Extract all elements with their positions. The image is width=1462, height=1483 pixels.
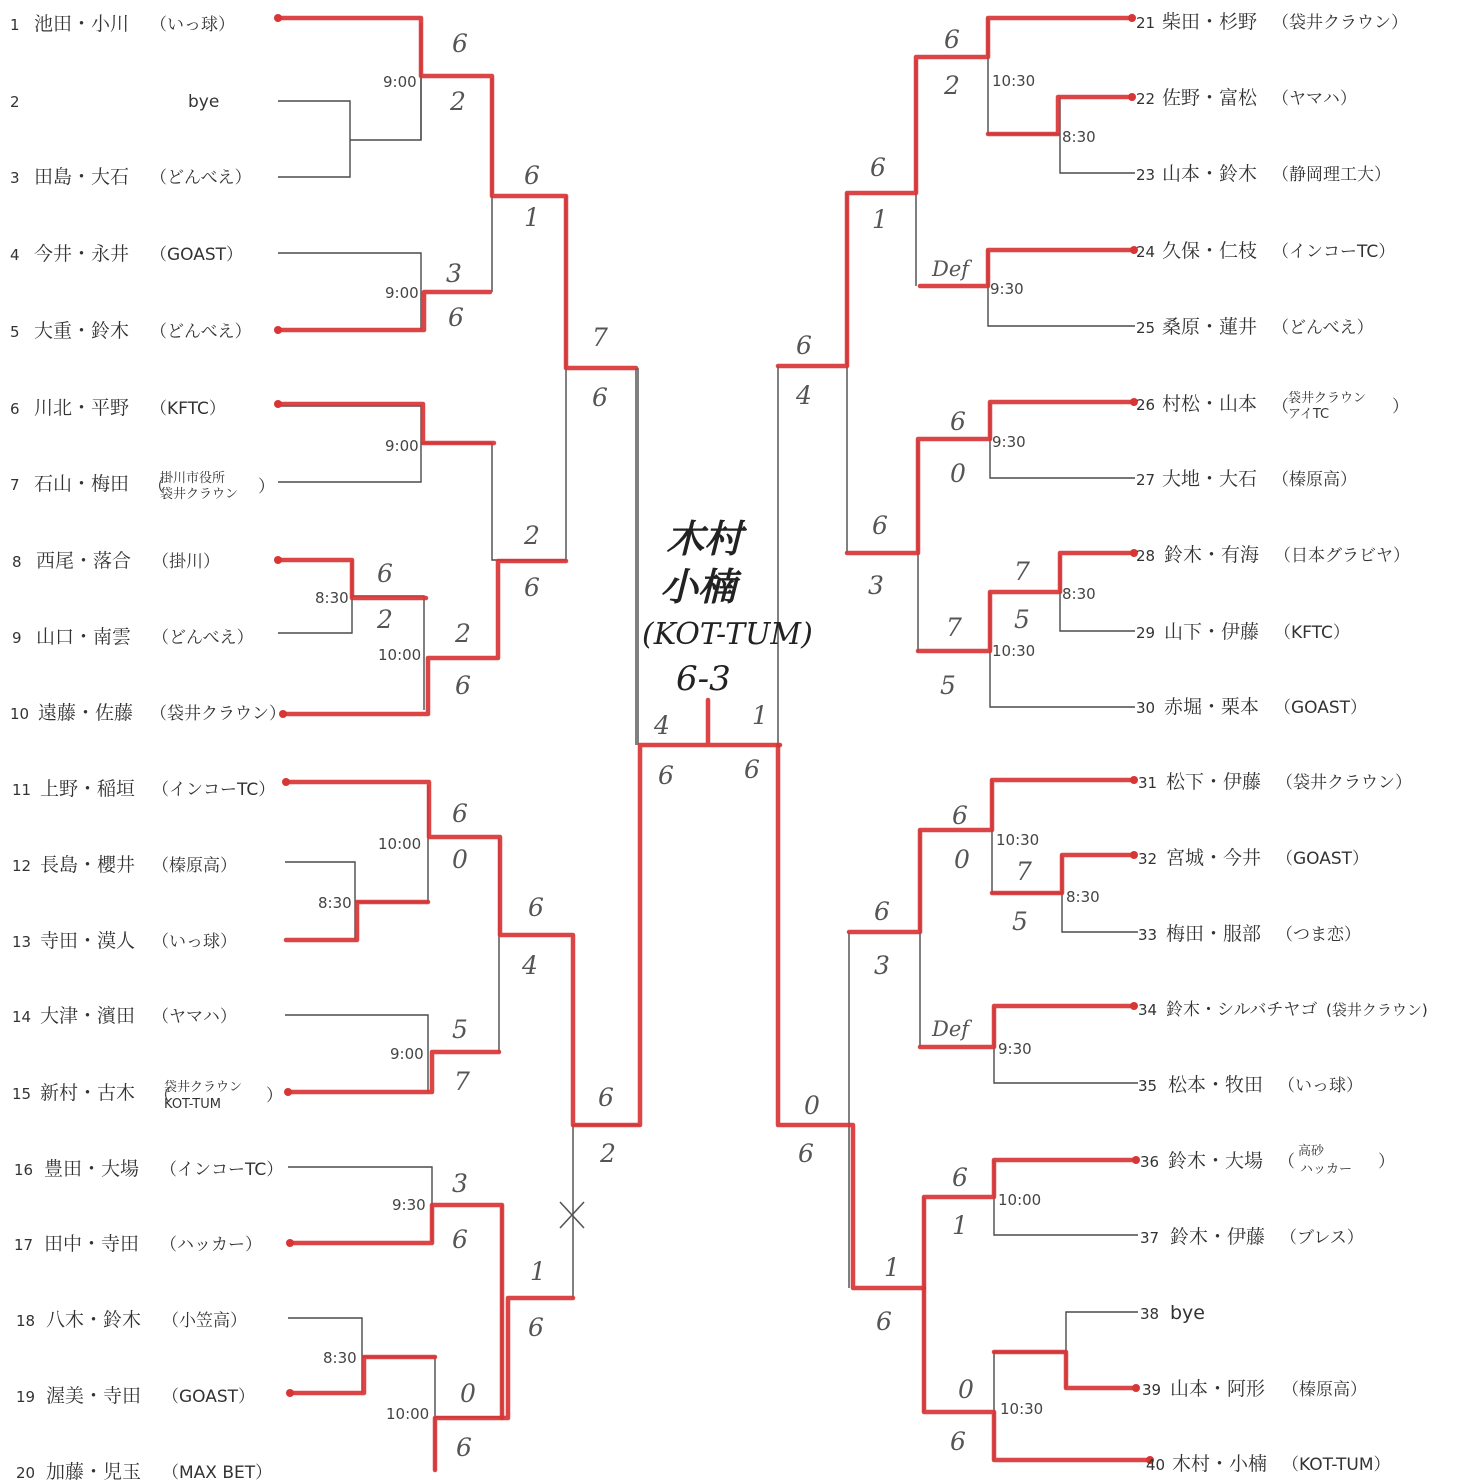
winner-path-dots xyxy=(274,14,1154,1464)
match-score: Def xyxy=(932,1017,970,1041)
path-dot xyxy=(1130,851,1138,859)
entry xyxy=(1136,621,1350,643)
match-score: 3 xyxy=(452,1169,468,1198)
entry-club: （袋井クラウン） xyxy=(1276,773,1412,793)
entry-number: 24 xyxy=(1136,243,1156,261)
entry-number: 36 xyxy=(1140,1153,1160,1171)
paren-open: （ xyxy=(154,1086,171,1106)
entry-club: （袋井クラウン） xyxy=(1272,13,1408,33)
entry xyxy=(16,1385,255,1407)
entry xyxy=(10,702,286,724)
winner-path xyxy=(994,1352,1136,1388)
entry-number: 39 xyxy=(1142,1381,1162,1399)
paren-close: ） xyxy=(1378,1152,1395,1172)
match-time: 10:00 xyxy=(378,646,422,664)
match-score: 3 xyxy=(868,571,884,600)
entry-name: 梅田・服部 xyxy=(1166,923,1262,945)
entry-club: （インコーTC） xyxy=(1272,242,1396,262)
champion-name-line1: 木村 xyxy=(666,516,743,561)
entry-number: 22 xyxy=(1136,90,1156,108)
entry-club-line: 袋井クラウン xyxy=(160,487,239,502)
entry-number: 13 xyxy=(12,933,32,951)
match-score: 6 xyxy=(950,1427,966,1456)
entry-number: 10 xyxy=(10,705,30,723)
entry-name: 田島・大石 xyxy=(34,166,130,188)
match-score: 6 xyxy=(796,331,812,360)
match-time: 10:30 xyxy=(996,831,1040,849)
entry-name: 渥美・寺田 xyxy=(46,1385,142,1407)
match-score: 1 xyxy=(524,203,540,232)
entry-club: （静岡理工大） xyxy=(1272,165,1391,185)
match-time: 9:00 xyxy=(383,73,417,91)
entry-number: 37 xyxy=(1140,1229,1160,1247)
entry xyxy=(10,92,219,112)
match-score: Def xyxy=(932,257,970,281)
entry-name: 村松・山本 xyxy=(1162,393,1258,415)
entry-club: （KFTC） xyxy=(1274,623,1350,643)
entry-club-line: 袋井クラウン xyxy=(164,1080,243,1095)
path-dot xyxy=(274,14,282,22)
entry-name: 新村・古木 xyxy=(40,1082,136,1104)
entry-club-line: KOT-TUM xyxy=(164,1097,221,1112)
entry-club-line: 高砂 xyxy=(1298,1144,1325,1159)
path-dot xyxy=(284,1088,292,1096)
entry-number: 26 xyxy=(1136,396,1156,414)
entry-club: （どんべえ） xyxy=(150,322,252,342)
entry-number: 11 xyxy=(12,781,32,799)
entry-club: （ハッカー） xyxy=(160,1235,262,1255)
match-time: 8:30 xyxy=(323,1349,357,1367)
entry-club: （ヤマハ） xyxy=(152,1007,237,1027)
match-score: 6 xyxy=(658,761,674,790)
paren-open: （ xyxy=(1278,1152,1295,1172)
entry-number: 1 xyxy=(10,16,20,34)
winner-path xyxy=(286,902,428,940)
entry-number: 6 xyxy=(10,400,20,418)
entry xyxy=(10,397,226,419)
entry-name: 石山・梅田 xyxy=(34,473,130,495)
entry-club: （いっ球） xyxy=(1278,1076,1363,1096)
match-score: 2 xyxy=(600,1139,616,1168)
entry-bye: bye xyxy=(188,92,220,112)
entry xyxy=(1138,923,1361,945)
entry-name: 遠藤・佐藤 xyxy=(38,702,134,724)
match-score: 1 xyxy=(752,701,768,730)
entry-number: 28 xyxy=(1136,547,1156,565)
entry xyxy=(12,1005,237,1027)
match-score: 0 xyxy=(950,459,966,488)
entry-club: （掛川） xyxy=(152,552,220,572)
entry-number: 14 xyxy=(12,1008,32,1026)
entry xyxy=(10,243,243,265)
match-time: 8:30 xyxy=(315,589,349,607)
path-dot xyxy=(1128,14,1136,22)
champion-block xyxy=(642,516,813,699)
entry-name: 松本・牧田 xyxy=(1168,1074,1264,1096)
entry xyxy=(12,854,237,876)
entry-club: （インコーTC） xyxy=(152,780,276,800)
entry-number: 32 xyxy=(1138,850,1158,868)
match-score: 4 xyxy=(796,381,812,410)
entry-name: 大重・鈴木 xyxy=(34,320,130,342)
entry xyxy=(1138,771,1412,793)
match-score: 6 xyxy=(452,1225,468,1254)
match-score: 5 xyxy=(1012,907,1028,936)
match-time: 9:30 xyxy=(392,1196,426,1214)
entry xyxy=(14,1158,283,1180)
match-score: 0 xyxy=(460,1379,476,1408)
match-score: 6 xyxy=(524,573,540,602)
entry-club: （どんべえ） xyxy=(1272,318,1374,338)
match-score: 0 xyxy=(804,1091,820,1120)
match-score: 6 xyxy=(952,801,968,830)
entry-name: 川北・平野 xyxy=(34,397,130,419)
match-score: 6 xyxy=(452,799,468,828)
entry-number: 27 xyxy=(1136,471,1156,489)
entry xyxy=(16,1461,272,1483)
entry-name: 松下・伊藤 xyxy=(1166,771,1262,793)
entry-club: （ヤマハ） xyxy=(1272,89,1357,109)
winner-path xyxy=(988,97,1132,134)
entry-name: 赤堀・栗本 xyxy=(1164,696,1260,718)
entry xyxy=(1146,1453,1391,1475)
match-score: 2 xyxy=(944,71,960,100)
entry xyxy=(1138,847,1369,869)
entry xyxy=(10,166,252,188)
entry-club: （KOT-TUM） xyxy=(1282,1455,1391,1475)
entry-name: 久保・仁枝 xyxy=(1162,240,1258,262)
cross-mark xyxy=(560,1202,584,1228)
match-time: 10:00 xyxy=(386,1405,430,1423)
entry-club: （日本グラビヤ） xyxy=(1274,546,1410,566)
entry xyxy=(10,470,275,502)
entry-club-line: 掛川市役所 xyxy=(160,471,226,486)
match-time: 8:30 xyxy=(1066,888,1100,906)
match-time: 8:30 xyxy=(1062,128,1096,146)
match-score: 6 xyxy=(952,1163,968,1192)
champion-club: (KOT-TUM) xyxy=(642,617,813,652)
entry-name: 宮城・今井 xyxy=(1166,847,1262,869)
entry xyxy=(12,550,220,572)
match-time: 9:00 xyxy=(385,437,419,455)
entry-club: （GOAST） xyxy=(162,1387,256,1407)
match-score: 0 xyxy=(958,1375,974,1404)
entry-name: 大地・大石 xyxy=(1162,468,1258,490)
entry xyxy=(12,930,237,952)
entry xyxy=(1136,696,1367,718)
x-mark xyxy=(560,1202,584,1228)
entry-club: （つま恋） xyxy=(1276,925,1361,945)
entry-club: （榛原高） xyxy=(152,856,237,876)
match-score: 4 xyxy=(522,951,538,980)
entry-name: 鈴木・有海 xyxy=(1164,544,1260,566)
entry-number: 29 xyxy=(1136,624,1156,642)
entry-club: （MAX BET） xyxy=(162,1463,273,1483)
entry-number: 19 xyxy=(16,1388,36,1406)
entry-number: 35 xyxy=(1138,1077,1158,1095)
entry-number: 20 xyxy=(16,1464,36,1482)
match-time: 9:00 xyxy=(385,284,419,302)
entry-number: 21 xyxy=(1136,14,1156,32)
entry-club: （どんべえ） xyxy=(152,628,254,648)
entry xyxy=(12,778,275,800)
match-time: 10:00 xyxy=(378,835,422,853)
entry-number: 12 xyxy=(12,857,32,875)
match-score: 6 xyxy=(944,25,960,54)
path-dot xyxy=(1132,1384,1140,1392)
entry-name: bye xyxy=(1170,1302,1205,1324)
entry-club: （小笠高） xyxy=(162,1311,247,1331)
match-time: 9:00 xyxy=(390,1045,424,1063)
match-score: 2 xyxy=(524,521,540,550)
entry-club: （GOAST） xyxy=(1274,698,1368,718)
entry-name: 柴田・杉野 xyxy=(1162,11,1258,33)
entry-number: 4 xyxy=(10,246,20,264)
match-time: 10:00 xyxy=(998,1191,1042,1209)
match-score: 6 xyxy=(452,29,468,58)
entry xyxy=(1136,11,1408,33)
entry-number: 31 xyxy=(1138,774,1158,792)
entries-left xyxy=(10,13,286,1483)
match-score: 6 xyxy=(874,897,890,926)
path-dot xyxy=(282,778,290,786)
match-score: 6 xyxy=(377,559,393,588)
match-score: 6 xyxy=(592,383,608,412)
bracket-line xyxy=(278,101,350,177)
entry-name: 今井・永井 xyxy=(34,243,130,265)
entry-name: 加藤・児玉 xyxy=(46,1461,142,1483)
match-score: 2 xyxy=(455,619,471,648)
winner-path xyxy=(290,1357,435,1393)
paren-close: ） xyxy=(1392,397,1409,417)
match-score: 6 xyxy=(950,407,966,436)
entry-number: 30 xyxy=(1136,699,1156,717)
entry-name: 豊田・大場 xyxy=(44,1158,140,1180)
path-dot xyxy=(286,1239,294,1247)
entry xyxy=(1136,544,1410,566)
match-score: 3 xyxy=(446,259,462,288)
entry-number: 34 xyxy=(1138,1001,1158,1019)
paren-open: （ xyxy=(148,477,165,497)
entry-number: 8 xyxy=(12,553,22,571)
entry-name: 鈴木・シルバチヤゴ xyxy=(1166,1000,1318,1020)
entry-club: (袋井クラウン) xyxy=(1326,1001,1428,1019)
entry-number: 5 xyxy=(10,323,20,341)
entry xyxy=(1136,240,1395,262)
entry-name: 西尾・落合 xyxy=(36,550,132,572)
entry xyxy=(1142,1378,1367,1400)
entry xyxy=(1136,316,1374,338)
winner-paths xyxy=(278,18,1150,1470)
match-score: 6 xyxy=(455,671,471,700)
entry-name: 寺田・漠人 xyxy=(40,930,136,952)
match-score: 5 xyxy=(1014,605,1030,634)
entry xyxy=(1136,390,1409,422)
entry-name: 山本・阿形 xyxy=(1170,1378,1266,1400)
path-dot xyxy=(274,556,282,564)
match-time: 9:30 xyxy=(992,433,1026,451)
match-time: 8:30 xyxy=(318,894,352,912)
entry-number: 15 xyxy=(12,1085,32,1103)
entry-number: 17 xyxy=(14,1236,34,1254)
match-score: 6 xyxy=(798,1139,814,1168)
match-score: 6 xyxy=(870,153,886,182)
entry-number: 9 xyxy=(12,629,22,647)
entry-club: （GOAST） xyxy=(1276,849,1370,869)
winner-path xyxy=(278,560,426,598)
match-score: 2 xyxy=(450,87,466,116)
match-score: 4 xyxy=(654,711,670,740)
match-score: 1 xyxy=(530,1257,546,1286)
entry-name: 佐野・富松 xyxy=(1162,87,1258,109)
match-score: 1 xyxy=(884,1253,900,1282)
path-dot xyxy=(274,400,282,408)
entry-name: 山本・鈴木 xyxy=(1162,163,1258,185)
entry-name: 木村・小楠 xyxy=(1172,1453,1268,1475)
match-score: 6 xyxy=(876,1307,892,1336)
match-score: 6 xyxy=(744,755,760,784)
path-dot xyxy=(286,1389,294,1397)
entry-name: 山下・伊藤 xyxy=(1164,621,1260,643)
entry-club: （榛原高） xyxy=(1272,470,1357,490)
match-score: 6 xyxy=(872,511,888,540)
match-score: 0 xyxy=(954,845,970,874)
entry-club: （袋井クラウン） xyxy=(150,704,286,724)
entry-club: （どんべえ） xyxy=(150,168,252,188)
match-score: 3 xyxy=(874,951,890,980)
match-score: 6 xyxy=(456,1433,472,1462)
match-score: 7 xyxy=(454,1067,470,1096)
entry-name: 山口・南雲 xyxy=(36,626,132,648)
entry-number: 2 xyxy=(10,93,20,111)
match-score: 1 xyxy=(872,205,888,234)
match-time: 9:30 xyxy=(990,280,1024,298)
entry xyxy=(1138,1074,1363,1096)
path-dot xyxy=(1130,1002,1138,1010)
match-score: 5 xyxy=(940,671,956,700)
entry xyxy=(10,13,235,35)
entry xyxy=(1136,86,1357,109)
entry xyxy=(16,1309,247,1331)
entry-name: 鈴木・大場 xyxy=(1168,1150,1264,1172)
entry-club-line: ハッカー xyxy=(1300,1162,1353,1177)
path-dot xyxy=(1128,93,1136,101)
entry-name: 八木・鈴木 xyxy=(46,1309,142,1331)
entry-name: 田中・寺田 xyxy=(44,1233,140,1255)
match-score: 7 xyxy=(1016,857,1032,886)
paren-open: （ xyxy=(1272,397,1289,417)
match-score: 6 xyxy=(524,161,540,190)
entry xyxy=(14,1233,262,1255)
entry-number: 25 xyxy=(1136,319,1156,337)
entry-number: 23 xyxy=(1136,166,1156,184)
match-time: 8:30 xyxy=(1062,585,1096,603)
entry xyxy=(10,320,252,342)
entry-name: 桑原・蓮井 xyxy=(1162,316,1258,338)
entry-club-line: 袋井クラウン xyxy=(1288,391,1367,406)
entry-club: （インコーTC） xyxy=(160,1160,284,1180)
entry-club: （いっ球） xyxy=(152,932,237,952)
entries-right xyxy=(1136,11,1428,1475)
entry xyxy=(12,1079,283,1112)
paren-close: ） xyxy=(258,477,275,497)
entry-club: （GOAST） xyxy=(150,245,244,265)
entry-number: 38 xyxy=(1140,1305,1160,1323)
entry-name: 長島・櫻井 xyxy=(40,854,136,876)
entry xyxy=(1136,468,1357,490)
match-score: 6 xyxy=(598,1083,614,1112)
winner-path xyxy=(992,855,1134,893)
entry-number: 18 xyxy=(16,1312,36,1330)
entry-name: 鈴木・伊藤 xyxy=(1170,1226,1266,1248)
match-score: 7 xyxy=(592,323,608,352)
champion-name-line2: 小楠 xyxy=(660,564,737,609)
match-score: 5 xyxy=(452,1015,468,1044)
entry-number: 16 xyxy=(14,1161,34,1179)
entry-number: 33 xyxy=(1138,926,1158,944)
entry xyxy=(12,626,254,648)
final-score: 6-3 xyxy=(676,659,731,699)
entry xyxy=(1140,1226,1364,1248)
entry-club: （ブレス） xyxy=(1280,1228,1364,1248)
match-time: 10:30 xyxy=(992,642,1036,660)
entry xyxy=(1138,1000,1428,1020)
bracket-line xyxy=(1066,1312,1138,1388)
match-score: 6 xyxy=(448,303,464,332)
entry-club: （いっ球） xyxy=(150,15,235,35)
match-score: 0 xyxy=(452,845,468,874)
entry-number: 7 xyxy=(10,476,20,494)
match-score: 1 xyxy=(952,1211,968,1240)
entry-name: 池田・小川 xyxy=(34,13,130,35)
path-dot xyxy=(1130,776,1138,784)
paren-close: ） xyxy=(266,1086,283,1106)
match-time: 9:30 xyxy=(998,1040,1032,1058)
entry-club: （KFTC） xyxy=(150,399,226,419)
match-score: 6 xyxy=(528,893,544,922)
entry-name: 大津・濱田 xyxy=(40,1005,136,1027)
entry xyxy=(1140,1143,1395,1177)
entry-number: 3 xyxy=(10,169,20,187)
match-time: 10:30 xyxy=(992,72,1036,90)
entry-club: （榛原高） xyxy=(1282,1380,1367,1400)
match-score: 7 xyxy=(946,613,962,642)
path-dot xyxy=(274,326,282,334)
entry xyxy=(1136,163,1391,185)
match-score: 2 xyxy=(377,605,393,634)
path-dot xyxy=(1132,1156,1140,1164)
match-score: 6 xyxy=(528,1313,544,1342)
entry-name: 上野・稲垣 xyxy=(40,778,136,800)
entry-club-line: アイTC xyxy=(1288,407,1330,422)
entry-number: 40 xyxy=(1146,1456,1166,1474)
entry xyxy=(1140,1302,1205,1324)
match-score: 7 xyxy=(1014,557,1030,586)
match-time: 10:30 xyxy=(1000,1400,1044,1418)
